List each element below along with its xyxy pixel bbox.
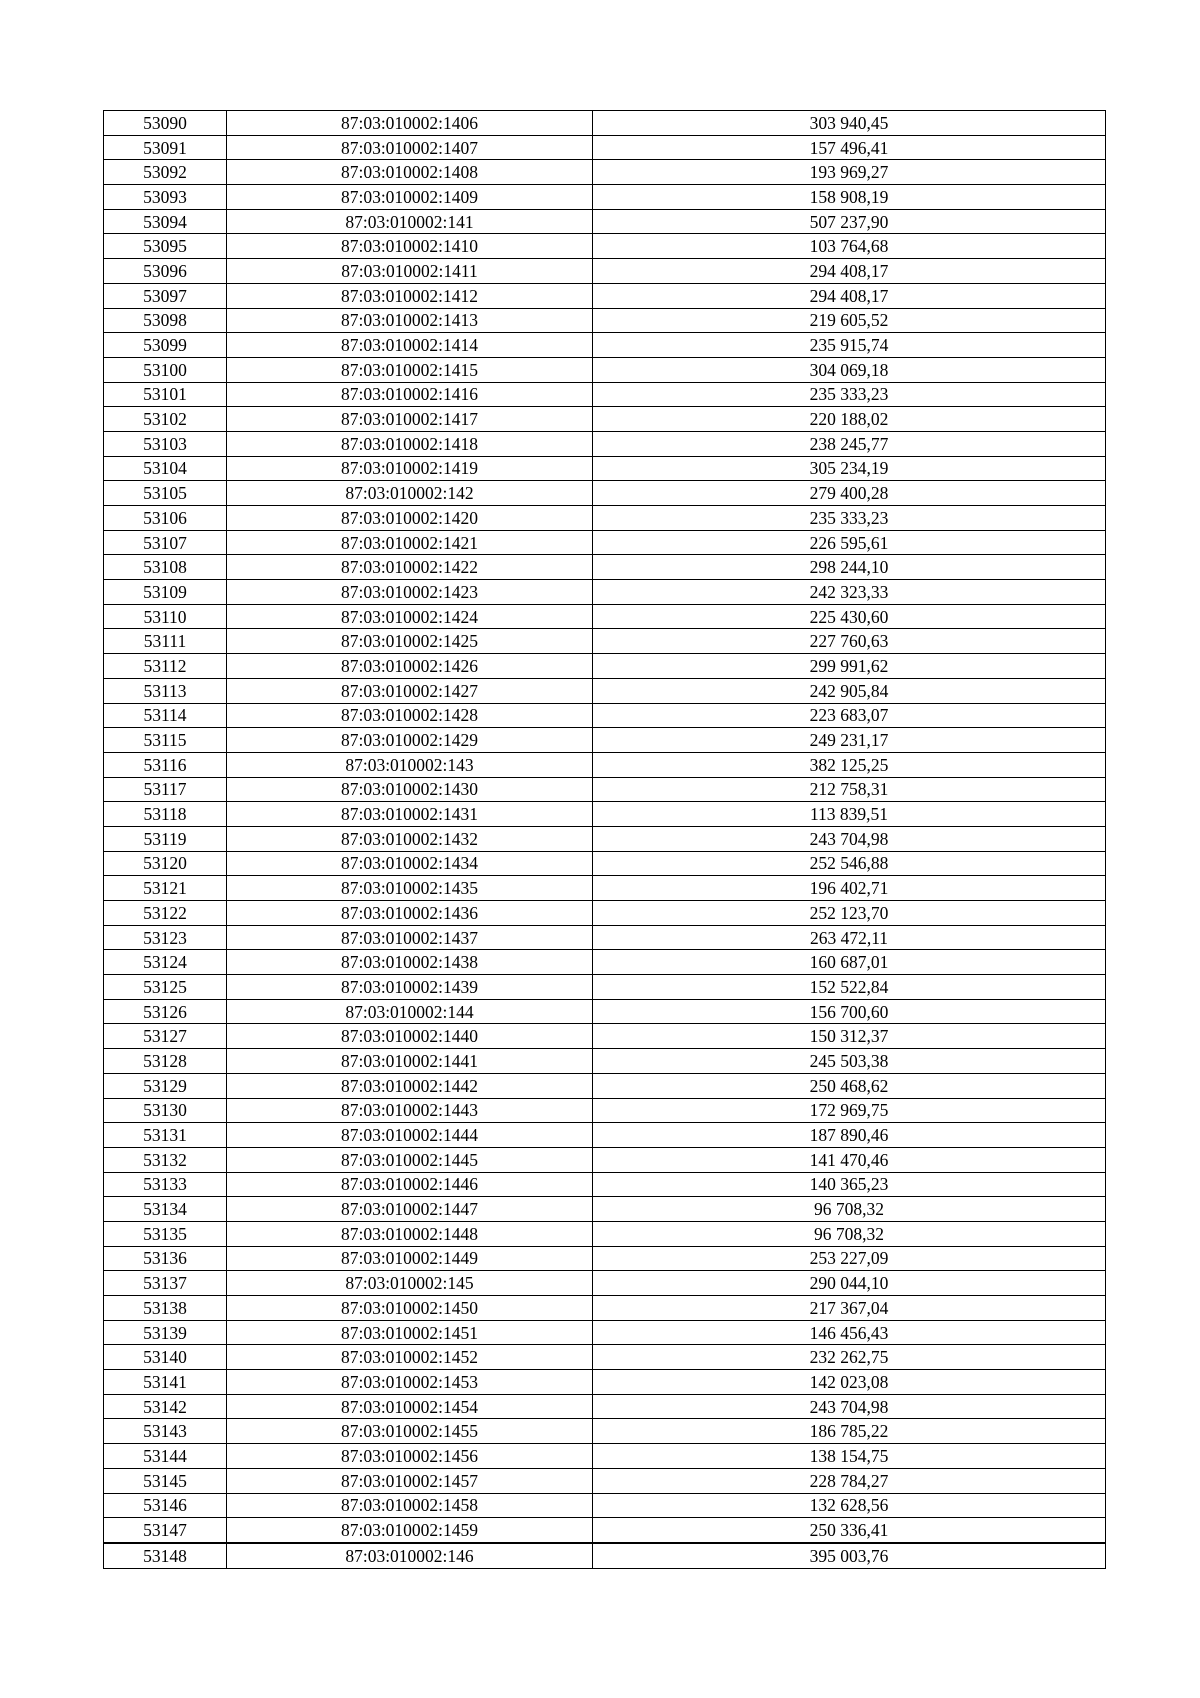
cadastral-value-cell: 158 908,19 — [593, 185, 1106, 210]
cadastral-value-cell: 103 764,68 — [593, 234, 1106, 259]
cadastral-value-cell: 142 023,08 — [593, 1370, 1106, 1395]
table-row — [104, 456, 1106, 481]
row-number-cell: 53140 — [104, 1345, 227, 1370]
cadastral-number-cell: 87:03:010002:1455 — [227, 1419, 593, 1444]
table-row — [104, 752, 1106, 777]
cadastral-number-cell: 87:03:010002:1420 — [227, 506, 593, 531]
cadastral-number-cell: 87:03:010002:146 — [227, 1543, 593, 1568]
cadastral-number-cell: 87:03:010002:1434 — [227, 851, 593, 876]
table-row — [104, 1172, 1106, 1197]
row-number-cell: 53121 — [104, 876, 227, 901]
row-number-cell: 53123 — [104, 925, 227, 950]
cadastral-number-cell: 87:03:010002:1459 — [227, 1518, 593, 1543]
cadastral-number-cell: 87:03:010002:1451 — [227, 1320, 593, 1345]
table-row — [104, 234, 1106, 259]
cadastral-value-cell: 242 905,84 — [593, 678, 1106, 703]
cadastral-value-cell: 96 708,32 — [593, 1197, 1106, 1222]
row-number-cell: 53102 — [104, 407, 227, 432]
row-number-cell: 53133 — [104, 1172, 227, 1197]
table-row — [104, 1493, 1106, 1518]
cadastral-value-cell: 235 915,74 — [593, 333, 1106, 358]
cadastral-number-cell: 87:03:010002:1432 — [227, 826, 593, 851]
cadastral-value-cell: 225 430,60 — [593, 604, 1106, 629]
cadastral-number-cell: 87:03:010002:1427 — [227, 678, 593, 703]
table-row — [104, 431, 1106, 456]
cadastral-number-cell: 87:03:010002:1446 — [227, 1172, 593, 1197]
cadastral-value-cell: 252 123,70 — [593, 901, 1106, 926]
cadastral-number-cell: 87:03:010002:1421 — [227, 530, 593, 555]
cadastral-value-cell: 156 700,60 — [593, 999, 1106, 1024]
cadastral-number-cell: 87:03:010002:1449 — [227, 1246, 593, 1271]
row-number-cell: 53101 — [104, 382, 227, 407]
cadastral-value-cell: 219 605,52 — [593, 308, 1106, 333]
row-number-cell: 53143 — [104, 1419, 227, 1444]
table-row — [104, 283, 1106, 308]
row-number-cell: 53113 — [104, 678, 227, 703]
table-row — [104, 1197, 1106, 1222]
table-row — [104, 876, 1106, 901]
table-row — [104, 1049, 1106, 1074]
cadastral-value-cell: 140 365,23 — [593, 1172, 1106, 1197]
row-number-cell: 53100 — [104, 357, 227, 382]
cadastral-value-cell: 187 890,46 — [593, 1123, 1106, 1148]
cadastral-number-cell: 87:03:010002:1415 — [227, 357, 593, 382]
row-number-cell: 53127 — [104, 1024, 227, 1049]
table-row — [104, 654, 1106, 679]
cadastral-number-cell: 87:03:010002:1439 — [227, 975, 593, 1000]
row-number-cell: 53120 — [104, 851, 227, 876]
table-row — [104, 1073, 1106, 1098]
row-number-cell: 53116 — [104, 752, 227, 777]
table-row — [104, 703, 1106, 728]
table-row — [104, 1468, 1106, 1493]
table-row — [104, 1419, 1106, 1444]
cadastral-number-cell: 87:03:010002:1445 — [227, 1147, 593, 1172]
cadastral-value-cell: 294 408,17 — [593, 259, 1106, 284]
row-number-cell: 53142 — [104, 1394, 227, 1419]
row-number-cell: 53148 — [104, 1543, 227, 1568]
cadastral-number-cell: 87:03:010002:1407 — [227, 135, 593, 160]
table-row — [104, 1271, 1106, 1296]
row-number-cell: 53139 — [104, 1320, 227, 1345]
cadastral-value-cell: 193 969,27 — [593, 160, 1106, 185]
cadastral-number-cell: 87:03:010002:1454 — [227, 1394, 593, 1419]
cadastral-value-cell: 146 456,43 — [593, 1320, 1106, 1345]
table-row — [104, 1296, 1106, 1321]
cadastral-value-cell: 507 237,90 — [593, 209, 1106, 234]
cadastral-value-cell: 220 188,02 — [593, 407, 1106, 432]
row-number-cell: 53134 — [104, 1197, 227, 1222]
table-row — [104, 604, 1106, 629]
cadastral-number-cell: 87:03:010002:143 — [227, 752, 593, 777]
row-number-cell: 53104 — [104, 456, 227, 481]
row-number-cell: 53132 — [104, 1147, 227, 1172]
cadastral-value-cell: 113 839,51 — [593, 802, 1106, 827]
table-row — [104, 1345, 1106, 1370]
row-number-cell: 53109 — [104, 580, 227, 605]
cadastral-value-cell: 150 312,37 — [593, 1024, 1106, 1049]
cadastral-value-cell: 243 704,98 — [593, 826, 1106, 851]
cadastral-number-cell: 87:03:010002:1417 — [227, 407, 593, 432]
cadastral-number-cell: 87:03:010002:1410 — [227, 234, 593, 259]
row-number-cell: 53128 — [104, 1049, 227, 1074]
cadastral-value-cell: 226 595,61 — [593, 530, 1106, 555]
cadastral-number-cell: 87:03:010002:1418 — [227, 431, 593, 456]
table-row — [104, 1147, 1106, 1172]
table-row — [104, 950, 1106, 975]
row-number-cell: 53099 — [104, 333, 227, 358]
row-number-cell: 53108 — [104, 555, 227, 580]
cadastral-value-cell: 298 244,10 — [593, 555, 1106, 580]
cadastral-value-cell: 245 503,38 — [593, 1049, 1106, 1074]
cadastral-number-cell: 87:03:010002:1412 — [227, 283, 593, 308]
table-row — [104, 259, 1106, 284]
cadastral-value-cell: 238 245,77 — [593, 431, 1106, 456]
table-row — [104, 308, 1106, 333]
cadastral-number-cell: 87:03:010002:1428 — [227, 703, 593, 728]
cadastral-number-cell: 87:03:010002:1452 — [227, 1345, 593, 1370]
row-number-cell: 53110 — [104, 604, 227, 629]
cadastral-value-cell: 217 367,04 — [593, 1296, 1106, 1321]
cadastral-number-cell: 87:03:010002:1408 — [227, 160, 593, 185]
row-number-cell: 53093 — [104, 185, 227, 210]
cadastral-value-cell: 279 400,28 — [593, 481, 1106, 506]
table-row — [104, 333, 1106, 358]
row-number-cell: 53091 — [104, 135, 227, 160]
cadastral-number-cell: 87:03:010002:1457 — [227, 1468, 593, 1493]
table-row — [104, 555, 1106, 580]
table-row — [104, 975, 1106, 1000]
row-number-cell: 53147 — [104, 1518, 227, 1543]
cadastral-number-cell: 87:03:010002:1436 — [227, 901, 593, 926]
cadastral-value-cell: 303 940,45 — [593, 111, 1106, 136]
row-number-cell: 53115 — [104, 728, 227, 753]
table-row — [104, 728, 1106, 753]
table-row — [104, 851, 1106, 876]
table-row — [104, 135, 1106, 160]
row-number-cell: 53145 — [104, 1468, 227, 1493]
row-number-cell: 53112 — [104, 654, 227, 679]
table-row — [104, 1246, 1106, 1271]
cadastral-number-cell: 87:03:010002:1411 — [227, 259, 593, 284]
table-row — [104, 160, 1106, 185]
table-row — [104, 1098, 1106, 1123]
row-number-cell: 53096 — [104, 259, 227, 284]
row-number-cell: 53129 — [104, 1073, 227, 1098]
row-number-cell: 53126 — [104, 999, 227, 1024]
row-number-cell: 53098 — [104, 308, 227, 333]
table-row — [104, 1024, 1106, 1049]
table-row — [104, 1518, 1106, 1543]
cadastral-number-cell: 87:03:010002:144 — [227, 999, 593, 1024]
table-row — [104, 580, 1106, 605]
cadastral-value-cell: 186 785,22 — [593, 1419, 1106, 1444]
cadastral-value-cell: 232 262,75 — [593, 1345, 1106, 1370]
cadastral-value-cell: 250 336,41 — [593, 1518, 1106, 1543]
cadastral-number-cell: 87:03:010002:1437 — [227, 925, 593, 950]
row-number-cell: 53094 — [104, 209, 227, 234]
table-row — [104, 382, 1106, 407]
cadastral-number-cell: 87:03:010002:1431 — [227, 802, 593, 827]
table-row — [104, 925, 1106, 950]
cadastral-value-cell: 212 758,31 — [593, 777, 1106, 802]
cadastral-value-cell: 263 472,11 — [593, 925, 1106, 950]
table-row — [104, 999, 1106, 1024]
cadastral-value-cell: 299 991,62 — [593, 654, 1106, 679]
cadastral-value-cell: 227 760,63 — [593, 629, 1106, 654]
cadastral-number-cell: 87:03:010002:145 — [227, 1271, 593, 1296]
cadastral-number-cell: 87:03:010002:1450 — [227, 1296, 593, 1321]
cadastral-number-cell: 87:03:010002:142 — [227, 481, 593, 506]
cadastral-number-cell: 87:03:010002:1458 — [227, 1493, 593, 1518]
cadastral-number-cell: 87:03:010002:1413 — [227, 308, 593, 333]
cadastral-value-cell: 252 546,88 — [593, 851, 1106, 876]
cadastral-value-cell: 235 333,23 — [593, 382, 1106, 407]
row-number-cell: 53146 — [104, 1493, 227, 1518]
cadastral-value-cell: 290 044,10 — [593, 1271, 1106, 1296]
cadastral-number-cell: 87:03:010002:1453 — [227, 1370, 593, 1395]
row-number-cell: 53131 — [104, 1123, 227, 1148]
row-number-cell: 53124 — [104, 950, 227, 975]
cadastral-value-cell: 172 969,75 — [593, 1098, 1106, 1123]
cadastral-value-cell: 253 227,09 — [593, 1246, 1106, 1271]
cadastral-number-cell: 87:03:010002:1444 — [227, 1123, 593, 1148]
table-row — [104, 802, 1106, 827]
cadastral-number-cell: 87:03:010002:1447 — [227, 1197, 593, 1222]
cadastral-value-cell: 141 470,46 — [593, 1147, 1106, 1172]
cadastral-number-cell: 87:03:010002:1424 — [227, 604, 593, 629]
table-row — [104, 209, 1106, 234]
cadastral-number-cell: 87:03:010002:1406 — [227, 111, 593, 136]
cadastral-value-cell: 250 468,62 — [593, 1073, 1106, 1098]
cadastral-value-cell: 157 496,41 — [593, 135, 1106, 160]
cadastral-number-cell: 87:03:010002:1414 — [227, 333, 593, 358]
cadastral-number-cell: 87:03:010002:1435 — [227, 876, 593, 901]
row-number-cell: 53103 — [104, 431, 227, 456]
table-row — [104, 1543, 1106, 1568]
cadastral-number-cell: 87:03:010002:1422 — [227, 555, 593, 580]
cadastral-value-cell: 243 704,98 — [593, 1394, 1106, 1419]
row-number-cell: 53118 — [104, 802, 227, 827]
table-row — [104, 1320, 1106, 1345]
cadastral-number-cell: 87:03:010002:1438 — [227, 950, 593, 975]
table-row — [104, 826, 1106, 851]
cadastral-number-cell: 87:03:010002:1425 — [227, 629, 593, 654]
cadastral-number-cell: 87:03:010002:1409 — [227, 185, 593, 210]
row-number-cell: 53090 — [104, 111, 227, 136]
cadastral-number-cell: 87:03:010002:1430 — [227, 777, 593, 802]
row-number-cell: 53135 — [104, 1221, 227, 1246]
table-row — [104, 629, 1106, 654]
cadastral-value-cell: 96 708,32 — [593, 1221, 1106, 1246]
row-number-cell: 53137 — [104, 1271, 227, 1296]
table-row — [104, 530, 1106, 555]
row-number-cell: 53095 — [104, 234, 227, 259]
cadastral-value-cell: 138 154,75 — [593, 1444, 1106, 1469]
cadastral-value-cell: 160 687,01 — [593, 950, 1106, 975]
table-row — [104, 1221, 1106, 1246]
cadastral-number-cell: 87:03:010002:1448 — [227, 1221, 593, 1246]
table-row — [104, 481, 1106, 506]
cadastral-value-cell: 305 234,19 — [593, 456, 1106, 481]
table-row — [104, 1123, 1106, 1148]
cadastral-value-cell: 152 522,84 — [593, 975, 1106, 1000]
row-number-cell: 53111 — [104, 629, 227, 654]
cadastral-number-cell: 87:03:010002:1442 — [227, 1073, 593, 1098]
cadastral-number-cell: 87:03:010002:1426 — [227, 654, 593, 679]
row-number-cell: 53097 — [104, 283, 227, 308]
row-number-cell: 53125 — [104, 975, 227, 1000]
row-number-cell: 53144 — [104, 1444, 227, 1469]
row-number-cell: 53117 — [104, 777, 227, 802]
cadastral-number-cell: 87:03:010002:1423 — [227, 580, 593, 605]
cadastral-value-cell: 223 683,07 — [593, 703, 1106, 728]
cadastral-number-cell: 87:03:010002:1441 — [227, 1049, 593, 1074]
cadastral-number-cell: 87:03:010002:1429 — [227, 728, 593, 753]
cadastral-number-cell: 87:03:010002:1440 — [227, 1024, 593, 1049]
cadastral-value-cell: 228 784,27 — [593, 1468, 1106, 1493]
cadastral-value-cell: 294 408,17 — [593, 283, 1106, 308]
cadastral-value-cell: 132 628,56 — [593, 1493, 1106, 1518]
table-row — [104, 1394, 1106, 1419]
cadastral-value-cell: 242 323,33 — [593, 580, 1106, 605]
cadastral-value-cell: 395 003,76 — [593, 1543, 1106, 1568]
table-row — [104, 1370, 1106, 1395]
table-row — [104, 901, 1106, 926]
cadastral-value-cell: 235 333,23 — [593, 506, 1106, 531]
table-row — [104, 506, 1106, 531]
row-number-cell: 53119 — [104, 826, 227, 851]
table-row — [104, 777, 1106, 802]
table-row — [104, 407, 1106, 432]
row-number-cell: 53122 — [104, 901, 227, 926]
cadastral-number-cell: 87:03:010002:1419 — [227, 456, 593, 481]
row-number-cell: 53105 — [104, 481, 227, 506]
row-number-cell: 53136 — [104, 1246, 227, 1271]
cadastral-value-cell: 382 125,25 — [593, 752, 1106, 777]
cadastral-number-cell: 87:03:010002:1456 — [227, 1444, 593, 1469]
row-number-cell: 53107 — [104, 530, 227, 555]
table-row — [104, 357, 1106, 382]
cadastral-number-cell: 87:03:010002:1443 — [227, 1098, 593, 1123]
cadastral-value-table — [103, 110, 1106, 1569]
table-row — [104, 185, 1106, 210]
row-number-cell: 53106 — [104, 506, 227, 531]
row-number-cell: 53092 — [104, 160, 227, 185]
cadastral-value-cell: 249 231,17 — [593, 728, 1106, 753]
row-number-cell: 53138 — [104, 1296, 227, 1321]
table-row — [104, 1444, 1106, 1469]
cadastral-value-cell: 196 402,71 — [593, 876, 1106, 901]
cadastral-number-cell: 87:03:010002:141 — [227, 209, 593, 234]
table-row — [104, 111, 1106, 136]
cadastral-number-cell: 87:03:010002:1416 — [227, 382, 593, 407]
row-number-cell: 53114 — [104, 703, 227, 728]
row-number-cell: 53130 — [104, 1098, 227, 1123]
cadastral-value-cell: 304 069,18 — [593, 357, 1106, 382]
table-row — [104, 678, 1106, 703]
row-number-cell: 53141 — [104, 1370, 227, 1395]
table-body — [104, 111, 1106, 1569]
